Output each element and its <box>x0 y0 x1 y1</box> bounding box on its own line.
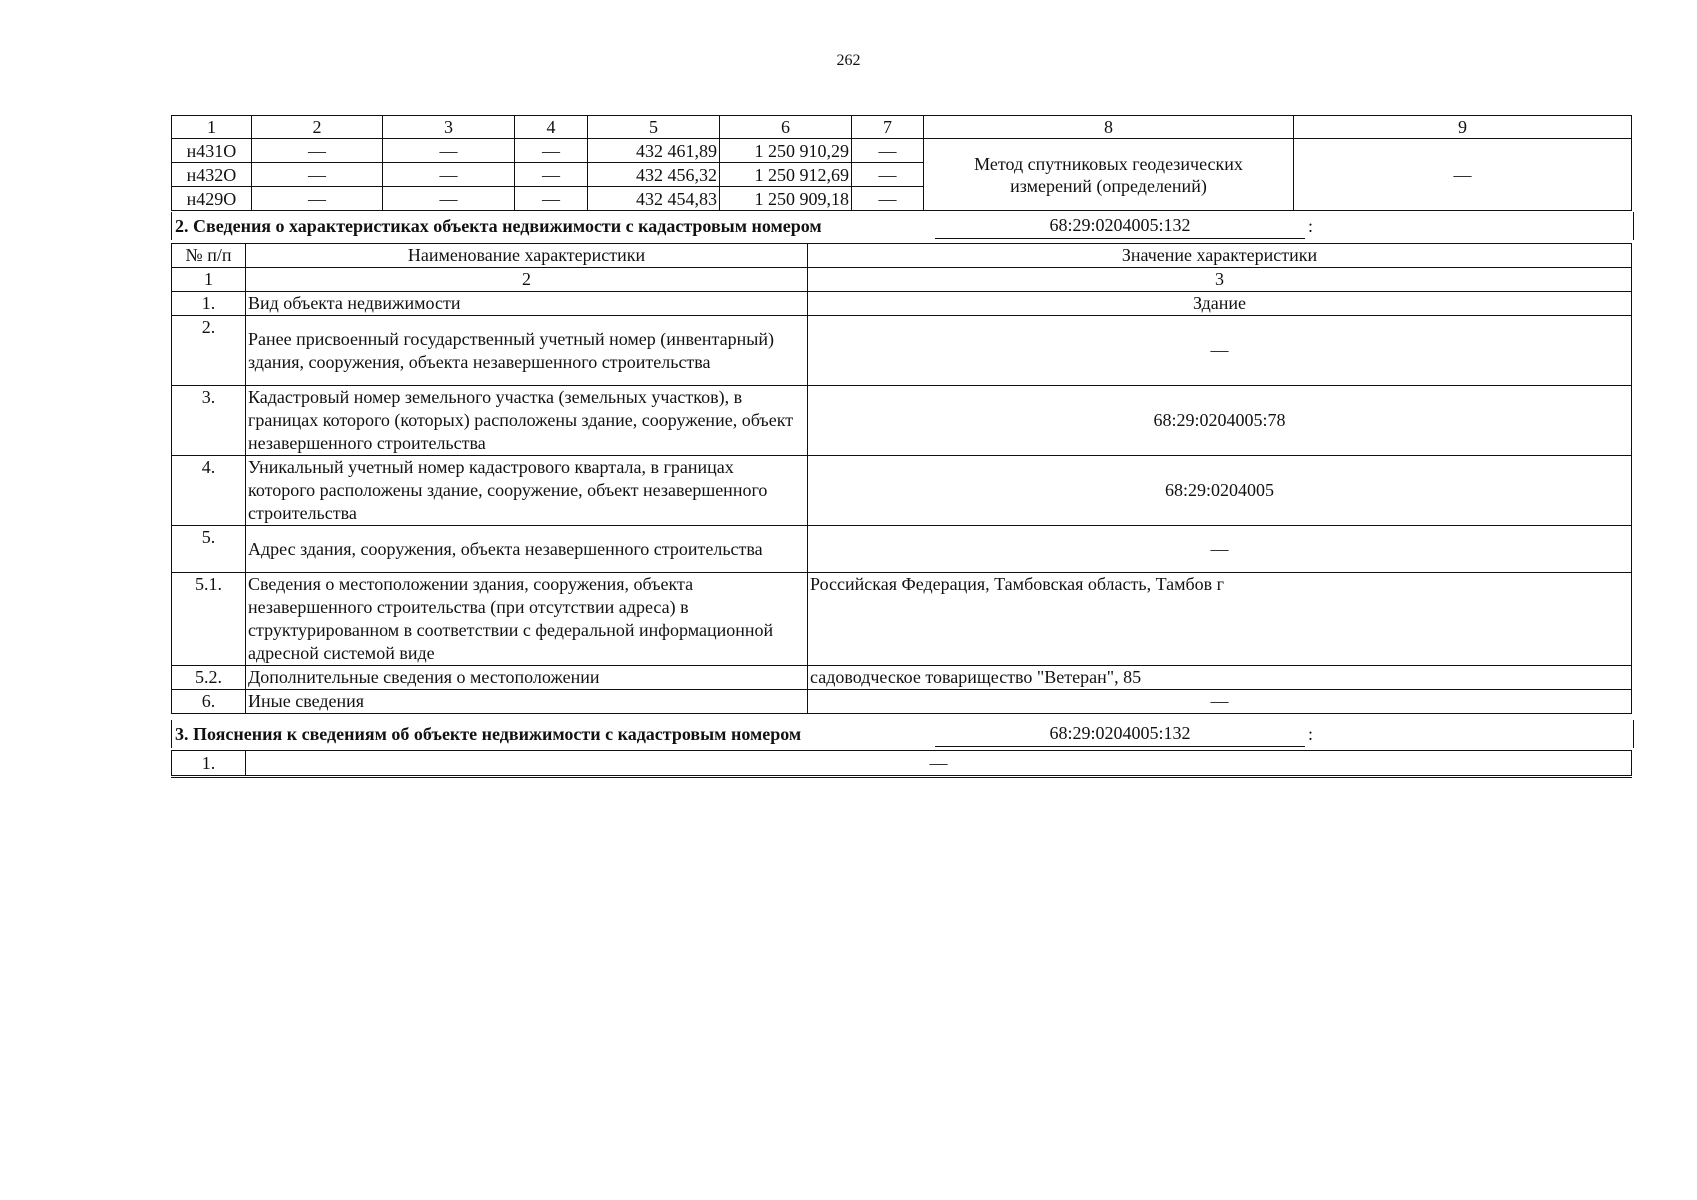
characteristic-value: — <box>808 526 1632 573</box>
dash-cell: — <box>383 187 515 211</box>
characteristic-value: Здание <box>808 292 1632 316</box>
coord-x: 432 461,89 <box>588 139 720 163</box>
section-title: 3. Пояснения к сведениям об объекте недвижимости с кадастровым номером <box>175 724 802 744</box>
row-number: 5. <box>172 526 246 573</box>
table-row <box>172 573 1632 666</box>
table-row <box>172 456 1632 526</box>
characteristic-name: Иные сведения <box>246 690 808 714</box>
coord-y: 1 250 909,18 <box>720 187 852 211</box>
row-number: 3. <box>172 386 246 456</box>
characteristic-name: Кадастровый номер земельного участка (земельных участков), в границах которого (которых) расположены здание, сооружение, объект незавершенного строительства <box>246 386 808 456</box>
dash-cell: — <box>852 187 924 211</box>
table-row <box>172 292 1632 316</box>
characteristic-name: Сведения о местоположении здания, сооружения, объекта незавершенного строительства (при отсутствии адреса) в структурированном в соответствии с федеральной информационной адресной системой виде <box>246 573 808 666</box>
page-number: 262 <box>836 52 861 69</box>
dash-cell: — <box>252 163 383 187</box>
row-number: 2. <box>172 316 246 386</box>
dash-cell: — <box>252 187 383 211</box>
characteristic-value: 68:29:0204005 <box>808 456 1632 526</box>
col-header: 7 <box>852 116 924 139</box>
col-header: 4 <box>515 116 588 139</box>
num-header: № п/п <box>172 244 246 268</box>
coord-x: 432 456,32 <box>588 163 720 187</box>
characteristic-name: Адрес здания, сооружения, объекта незавершенного строительства <box>246 526 808 573</box>
characteristic-name: Дополнительные сведения о местоположении <box>246 666 808 690</box>
point-name: н429О <box>172 187 252 211</box>
row-number: 1. <box>172 292 246 316</box>
row-number: 6. <box>172 690 246 714</box>
characteristic-value: — <box>808 316 1632 386</box>
point-name: н432О <box>172 163 252 187</box>
characteristic-value: Российская Федерация, Тамбовская область, Тамбов г <box>808 573 1632 666</box>
coordinates-header-row <box>172 116 1632 139</box>
section-2-heading <box>171 212 1634 240</box>
col-header: 3 <box>383 116 515 139</box>
characteristic-value: садоводческое товарищество "Ветеран", 85 <box>808 666 1632 690</box>
point-name: н431О <box>172 139 252 163</box>
colon: : <box>1308 724 1314 744</box>
value-header: Значение характеристики <box>808 244 1632 268</box>
cadastral-number: 68:29:0204005:132 <box>935 212 1305 239</box>
characteristic-value: 68:29:0204005:78 <box>808 386 1632 456</box>
header-row <box>172 244 1632 268</box>
coordinates-table <box>171 115 1632 211</box>
dash-cell: — <box>515 187 588 211</box>
section-title: 2. Сведения о характеристиках объекта недвижимости с кадастровым номером <box>175 216 822 236</box>
colon: : <box>1308 216 1314 236</box>
cadastral-number: 68:29:0204005:132 <box>935 720 1305 747</box>
col-header: 9 <box>1294 116 1632 139</box>
col-header: 6 <box>720 116 852 139</box>
characteristic-name: Уникальный учетный номер кадастрового квартала, в границах которого расположены здание, сооружение, объект незавершенного строительства <box>246 456 808 526</box>
table-row <box>172 690 1632 714</box>
table-row <box>172 666 1632 690</box>
dash-cell: — <box>383 139 515 163</box>
table-row <box>172 316 1632 386</box>
col-header: 5 <box>588 116 720 139</box>
table-row <box>172 386 1632 456</box>
note-text: — <box>246 751 1632 777</box>
dash-cell: — <box>515 163 588 187</box>
section-3-heading <box>171 720 1634 748</box>
table-row <box>172 139 1632 163</box>
col-header: 8 <box>924 116 1294 139</box>
characteristic-value: — <box>808 690 1632 714</box>
subheader-row <box>172 268 1632 292</box>
col-header: 1 <box>172 116 252 139</box>
row-number: 1. <box>172 751 246 777</box>
dash-cell: — <box>383 163 515 187</box>
dash-cell: — <box>515 139 588 163</box>
coord-x: 432 454,83 <box>588 187 720 211</box>
name-header: Наименование характеристики <box>246 244 808 268</box>
row-number: 5.2. <box>172 666 246 690</box>
method-cell: Метод спутниковых геодезических измерений (определений) <box>924 139 1294 211</box>
notes-table <box>171 750 1632 778</box>
value-subheader: 3 <box>808 268 1632 292</box>
col9-cell: — <box>1294 139 1632 211</box>
col-header: 2 <box>252 116 383 139</box>
dash-cell: — <box>852 163 924 187</box>
coord-y: 1 250 912,69 <box>720 163 852 187</box>
characteristic-name: Ранее присвоенный государственный учетный номер (инвентарный) здания, сооружения, объекта незавершенного строительства <box>246 316 808 386</box>
dash-cell: — <box>852 139 924 163</box>
coord-y: 1 250 910,29 <box>720 139 852 163</box>
num-subheader: 1 <box>172 268 246 292</box>
row-number: 4. <box>172 456 246 526</box>
table-row <box>172 526 1632 573</box>
row-number: 5.1. <box>172 573 246 666</box>
dash-cell: — <box>252 139 383 163</box>
name-subheader: 2 <box>246 268 808 292</box>
characteristics-table <box>171 243 1632 714</box>
characteristic-name: Вид объекта недвижимости <box>246 292 808 316</box>
table-row <box>172 751 1632 777</box>
